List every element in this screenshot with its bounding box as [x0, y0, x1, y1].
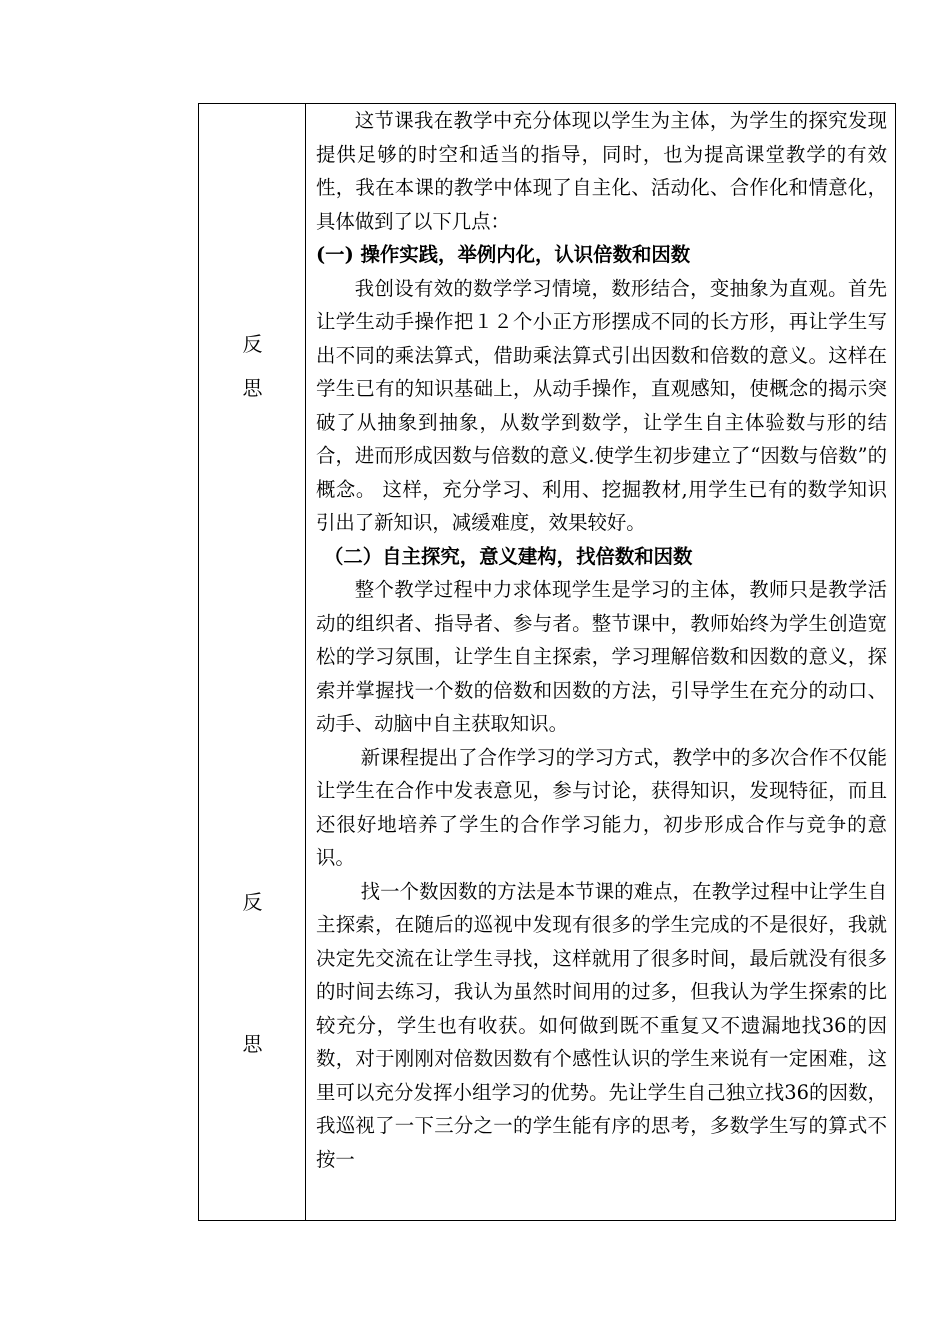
paragraph-4: 找一个数因数的方法是本节课的难点，在教学过程中让学生自主探索，在随后的巡视中发现有很多的学生完成的不是很好，我就决定先交流在让学生寻找，这样就用了很多时间，最后就没有很多的时间去练习，我认为虽然时间用的过多，但我认为学生探索的比较充分，学生也有收获。如何做到既不重复又不遗漏地找36的因数，对于刚刚对倍数因数有个感性认识的学生来说有一定困难，这里可以充分发挥小组学习的优势。先让学生自己独立找36的因数，我巡视了一下三分之一的学生能有序的思考，多数学生写的算式不按一 [316, 879, 887, 1171]
label-char-fan-bottom: 反 [242, 890, 263, 914]
label-char-si-top: 思 [242, 376, 263, 400]
label-char-si-bottom: 思 [242, 1032, 263, 1056]
label-column [199, 104, 306, 1220]
paragraph-2: 整个教学过程中力求体现学生是学习的主体，教师只是教学活动的组织者、指导者、参与者。整节课中，教师始终为学生创造宽松的学习氛围，让学生自主探索，学习理解倍数和因数的意义，探索并掌握找一个数的倍数和因数的方法，引导学生在充分的动口、动手、动脑中自主获取知识。 [316, 578, 887, 735]
label-char-fan-top: 反 [242, 332, 263, 356]
intro-paragraph: 这节课我在教学中充分体现以学生为主体，为学生的探究发现提供足够的时空和适当的指导，同时，也为提高课堂教学的有效性，我在本课的教学中体现了自主化、活动化、合作化和情意化，具体做到了以下几点： [316, 109, 887, 233]
section-heading-2: （二）自主探究，意义建构，找倍数和因数 [324, 544, 693, 568]
reflection-table [198, 103, 896, 1221]
paragraph-1: 我创设有效的数学学习情境，数形结合，变抽象为直观。首先让学生动手操作把１２个小正方形摆成不同的长方形，再让学生写出不同的乘法算式，借助乘法算式引出因数和倍数的意义。这样在学生已有的知识基础上，从动手操作，直观感知，使概念的揭示突破了从抽象到抽象，从数学到数学，让学生自主体验数与形的结合，进而形成因数与倍数的意义.使学生初步建立了“因数与倍数”的概念。 这样，充分学习、利用、挖掘教材,用学生已有的数学知识引出了新知识，减缓难度，效果较好。 [316, 276, 887, 534]
paragraph-3: 新课程提出了合作学习的学习方式，教学中的多次合作不仅能让学生在合作中发表意见，参与讨论，获得知识，发现特征，而且还很好地培养了学生的合作学习能力，初步形成合作与竞争的意识。 [316, 745, 887, 869]
content-column [307, 104, 895, 1220]
section-heading-1: (一) 操作实践，举例内化，认识倍数和因数 [316, 243, 691, 266]
